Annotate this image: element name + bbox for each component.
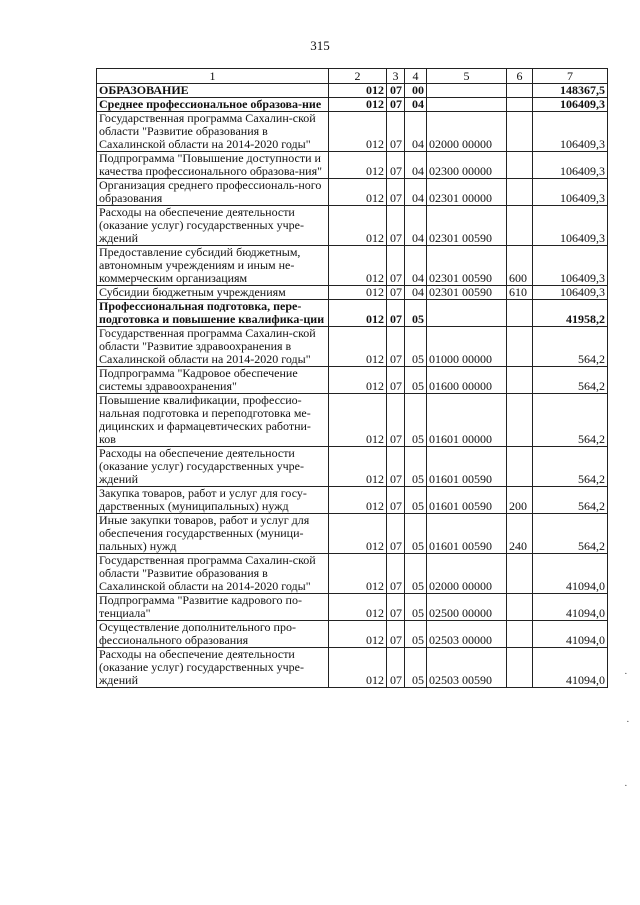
row-cell: 012 xyxy=(329,594,387,621)
table-row xyxy=(97,367,608,394)
row-cell xyxy=(507,648,533,688)
table-row xyxy=(97,394,608,447)
row-cell: 01601 00590 xyxy=(427,514,507,554)
table-row xyxy=(97,286,608,300)
row-cell: 07 xyxy=(387,621,405,648)
row-cell: 05 xyxy=(405,621,427,648)
row-cell: 07 xyxy=(387,112,405,152)
row-label: Повышение квалификации, профессио-нальная подготовка и переподготовка ме-дицинских и фармацевтических работни-ков xyxy=(97,394,329,447)
row-cell: 012 xyxy=(329,300,387,327)
row-cell: 01601 00590 xyxy=(427,447,507,487)
row-cell: 00 xyxy=(405,84,427,98)
row-cell: 012 xyxy=(329,246,387,286)
row-cell: 012 xyxy=(329,514,387,554)
row-cell: 41094,0 xyxy=(533,594,608,621)
row-cell xyxy=(507,206,533,246)
row-cell: 012 xyxy=(329,327,387,367)
row-cell xyxy=(507,594,533,621)
row-label: Подпрограмма "Развитие кадрового по-тенциала" xyxy=(97,594,329,621)
row-cell xyxy=(507,394,533,447)
row-cell: 07 xyxy=(387,554,405,594)
row-label: Государственная программа Сахалин-ской области "Развитие образования в Сахалинской области на 2014-2020 годы" xyxy=(97,112,329,152)
row-cell: 012 xyxy=(329,98,387,112)
row-cell: 01600 00000 xyxy=(427,367,507,394)
header-cell: 7 xyxy=(533,69,608,84)
row-cell: 07 xyxy=(387,246,405,286)
row-cell: 012 xyxy=(329,286,387,300)
row-label: Подпрограмма "Кадровое обеспечение системы здравоохранения" xyxy=(97,367,329,394)
row-cell: 012 xyxy=(329,152,387,179)
scan-mark: · xyxy=(626,716,630,728)
row-cell: 02000 00000 xyxy=(427,112,507,152)
row-cell: 012 xyxy=(329,554,387,594)
header-cell: 1 xyxy=(97,69,329,84)
row-cell: 07 xyxy=(387,648,405,688)
header-cell: 6 xyxy=(507,69,533,84)
row-label: Расходы на обеспечение деятельности (оказание услуг) государственных учре-ждений xyxy=(97,447,329,487)
row-cell: 07 xyxy=(387,286,405,300)
row-cell: 41094,0 xyxy=(533,554,608,594)
row-label: Предоставление субсидий бюджетным, автономным учреждениям и иным не-коммерческим организациям xyxy=(97,246,329,286)
row-cell: 07 xyxy=(387,594,405,621)
row-cell: 148367,5 xyxy=(533,84,608,98)
row-cell: 012 xyxy=(329,367,387,394)
row-cell: 41958,2 xyxy=(533,300,608,327)
row-cell xyxy=(507,84,533,98)
table-row xyxy=(97,648,608,688)
row-cell: 07 xyxy=(387,179,405,206)
table-row xyxy=(97,98,608,112)
row-cell: 02000 00000 xyxy=(427,554,507,594)
row-cell xyxy=(507,300,533,327)
table-body xyxy=(97,84,608,688)
table-row xyxy=(97,206,608,246)
row-label: Расходы на обеспечение деятельности (оказание услуг) государственных учре-ждений xyxy=(97,206,329,246)
row-cell: 41094,0 xyxy=(533,621,608,648)
row-label: Расходы на обеспечение деятельности (оказание услуг) государственных учре-ждений xyxy=(97,648,329,688)
row-cell: 05 xyxy=(405,487,427,514)
row-cell: 01601 00590 xyxy=(427,487,507,514)
table-row xyxy=(97,327,608,367)
row-label: Государственная программа Сахалин-ской области "Развитие образования в Сахалинской области на 2014-2020 годы" xyxy=(97,554,329,594)
row-cell: 41094,0 xyxy=(533,648,608,688)
row-cell: 564,2 xyxy=(533,367,608,394)
row-cell: 01601 00000 xyxy=(427,394,507,447)
row-cell: 012 xyxy=(329,487,387,514)
row-cell: 07 xyxy=(387,206,405,246)
row-cell xyxy=(507,112,533,152)
row-cell: 012 xyxy=(329,447,387,487)
row-cell: 05 xyxy=(405,394,427,447)
row-cell: 05 xyxy=(405,648,427,688)
row-cell: 07 xyxy=(387,514,405,554)
row-cell xyxy=(507,447,533,487)
row-cell xyxy=(507,327,533,367)
row-cell: 564,2 xyxy=(533,447,608,487)
row-cell: 04 xyxy=(405,179,427,206)
row-cell: 106409,3 xyxy=(533,98,608,112)
row-cell xyxy=(507,554,533,594)
row-cell: 012 xyxy=(329,621,387,648)
row-cell: 02301 00590 xyxy=(427,246,507,286)
row-cell: 04 xyxy=(405,98,427,112)
table-row xyxy=(97,514,608,554)
table-row xyxy=(97,246,608,286)
row-cell: 07 xyxy=(387,367,405,394)
row-cell: 106409,3 xyxy=(533,179,608,206)
row-cell: 05 xyxy=(405,327,427,367)
row-cell: 106409,3 xyxy=(533,206,608,246)
row-cell: 04 xyxy=(405,206,427,246)
row-cell: 05 xyxy=(405,367,427,394)
row-cell xyxy=(427,300,507,327)
row-label: Подпрограмма "Повышение доступности и качества профессионального образова-ния" xyxy=(97,152,329,179)
row-cell xyxy=(507,621,533,648)
row-cell: 106409,3 xyxy=(533,152,608,179)
row-cell: 07 xyxy=(387,327,405,367)
table-row xyxy=(97,112,608,152)
row-label: Организация среднего профессиональ-ного образования xyxy=(97,179,329,206)
row-cell xyxy=(507,179,533,206)
row-cell: 05 xyxy=(405,554,427,594)
row-cell: 07 xyxy=(387,152,405,179)
header-cell: 3 xyxy=(387,69,405,84)
row-cell xyxy=(507,367,533,394)
row-cell: 02301 00590 xyxy=(427,286,507,300)
row-cell: 02503 00000 xyxy=(427,621,507,648)
row-cell: 012 xyxy=(329,84,387,98)
header-cell: 5 xyxy=(427,69,507,84)
header-cell: 2 xyxy=(329,69,387,84)
row-cell: 012 xyxy=(329,179,387,206)
row-label: ОБРАЗОВАНИЕ xyxy=(97,84,329,98)
row-cell: 012 xyxy=(329,206,387,246)
row-cell: 01000 00000 xyxy=(427,327,507,367)
row-cell xyxy=(427,98,507,112)
row-cell: 02301 00590 xyxy=(427,206,507,246)
row-cell: 07 xyxy=(387,300,405,327)
header-row xyxy=(97,69,608,84)
row-label: Осуществление дополнительного про-фессионального образования xyxy=(97,621,329,648)
row-cell: 106409,3 xyxy=(533,112,608,152)
row-cell: 02300 00000 xyxy=(427,152,507,179)
row-cell: 240 xyxy=(507,514,533,554)
row-cell: 05 xyxy=(405,594,427,621)
table-row xyxy=(97,621,608,648)
row-cell xyxy=(427,84,507,98)
row-cell: 02503 00590 xyxy=(427,648,507,688)
row-cell: 600 xyxy=(507,246,533,286)
row-cell: 200 xyxy=(507,487,533,514)
header-cell: 4 xyxy=(405,69,427,84)
row-label: Субсидии бюджетным учреждениям xyxy=(97,286,329,300)
table-row xyxy=(97,447,608,487)
row-label: Закупка товаров, работ и услуг для госу-дарственных (муниципальных) нужд xyxy=(97,487,329,514)
row-cell: 02301 00000 xyxy=(427,179,507,206)
row-cell: 564,2 xyxy=(533,394,608,447)
row-cell: 05 xyxy=(405,447,427,487)
row-cell: 04 xyxy=(405,112,427,152)
row-cell xyxy=(507,152,533,179)
row-cell: 610 xyxy=(507,286,533,300)
row-cell: 564,2 xyxy=(533,514,608,554)
table-row xyxy=(97,179,608,206)
row-cell: 012 xyxy=(329,648,387,688)
row-cell: 106409,3 xyxy=(533,246,608,286)
row-cell: 07 xyxy=(387,98,405,112)
row-cell: 07 xyxy=(387,447,405,487)
row-cell xyxy=(507,98,533,112)
row-cell: 05 xyxy=(405,514,427,554)
table-row xyxy=(97,84,608,98)
row-cell: 05 xyxy=(405,300,427,327)
row-cell: 04 xyxy=(405,286,427,300)
table-row xyxy=(97,152,608,179)
page-number: 315 xyxy=(310,38,330,53)
table-row xyxy=(97,594,608,621)
row-label: Среднее профессиональное образова-ние xyxy=(97,98,329,112)
row-cell: 07 xyxy=(387,84,405,98)
row-label: Иные закупки товаров, работ и услуг для обеспечения государственных (муници-пальных) нужд xyxy=(97,514,329,554)
scan-mark: · xyxy=(624,668,628,680)
table-row xyxy=(97,300,608,327)
row-cell: 106409,3 xyxy=(533,286,608,300)
row-cell: 012 xyxy=(329,394,387,447)
scan-mark: · xyxy=(624,780,628,792)
row-label: Профессиональная подготовка, пере-подготовка и повышение квалифика-ции xyxy=(97,300,329,327)
row-cell: 04 xyxy=(405,246,427,286)
row-cell: 02500 00000 xyxy=(427,594,507,621)
table-row xyxy=(97,554,608,594)
row-cell: 564,2 xyxy=(533,487,608,514)
row-cell: 012 xyxy=(329,112,387,152)
table-row xyxy=(97,487,608,514)
row-cell: 04 xyxy=(405,152,427,179)
budget-table xyxy=(96,68,608,688)
row-cell: 07 xyxy=(387,394,405,447)
row-cell: 07 xyxy=(387,487,405,514)
row-cell: 564,2 xyxy=(533,327,608,367)
row-label: Государственная программа Сахалин-ской области "Развитие здравоохранения в Сахалинской области на 2014-2020 годы" xyxy=(97,327,329,367)
